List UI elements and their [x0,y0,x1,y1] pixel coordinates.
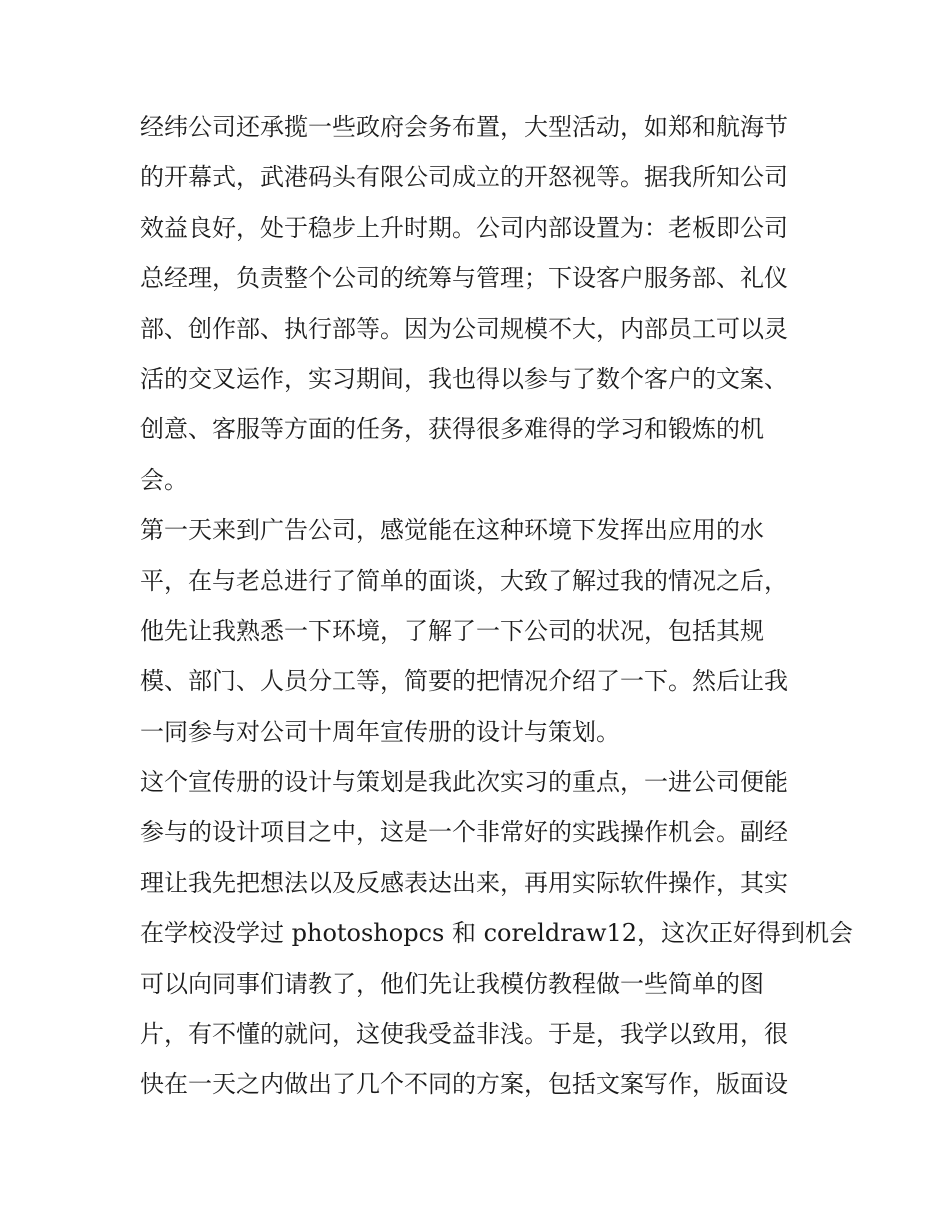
text-line: 一同参与对公司十周年宣传册的设计与策划。 [140,717,620,746]
text-line: 经纬公司还承揽一些政府会务布置，大型活动，如郑和航海节 [140,113,788,141]
text-line: 总经理，负责整个公司的统筹与管理；下设客户服务部、礼仪 [140,264,788,293]
text-line: 创意、客服等方面的任务，获得很多难得的学习和锻炼的机 [140,415,764,444]
document-body [140,102,854,1110]
text-line: 理让我先把想法以及反感表达出来，再用实际软件操作，其实 [140,868,788,897]
paragraph-3 [140,757,854,1110]
text-line: 快在一天之内做出了几个不同的方案，包括文案写作，版面设 [140,1070,788,1099]
text-line: 他先让我熟悉一下环境，了解了一下公司的状况，包括其规 [140,616,764,645]
text-line: 第一天来到广告公司，感觉能在这种环境下发挥出应用的水 [140,516,764,545]
text-line: 这个宣传册的设计与策划是我此次实习的重点，一进公司便能 [140,768,788,797]
text-line: 平，在与老总进行了简单的面谈，大致了解过我的情况之后， [140,566,788,595]
text-line: 模、部门、人员分工等，简要的把情况介绍了一下。然后让我 [140,667,788,696]
paragraph-2 [140,505,812,757]
text-line: 的开幕式，武港码头有限公司成立的开怒视等。据我所知公司 [140,163,788,192]
text-line: 片，有不懂的就问，这使我受益非浅。于是，我学以致用，很 [140,1020,788,1049]
text-line: 会。 [140,465,188,494]
text-line: 在学校没学过 photoshopcs 和 coreldraw12，这次正好得到机会 [140,919,854,948]
paragraph-1 [140,102,812,505]
text-line: 可以向同事们请教了，他们先让我模仿教程做一些简单的图 [140,969,764,998]
text-line: 部、创作部、执行部等。因为公司规模不大，内部员工可以灵 [140,314,788,343]
text-line: 效益良好，处于稳步上升时期。公司内部设置为：老板即公司 [140,213,788,242]
text-line: 活的交叉运作，实习期间，我也得以参与了数个客户的文案、 [140,364,788,393]
text-line: 参与的设计项目之中，这是一个非常好的实践操作机会。副经 [140,818,788,847]
